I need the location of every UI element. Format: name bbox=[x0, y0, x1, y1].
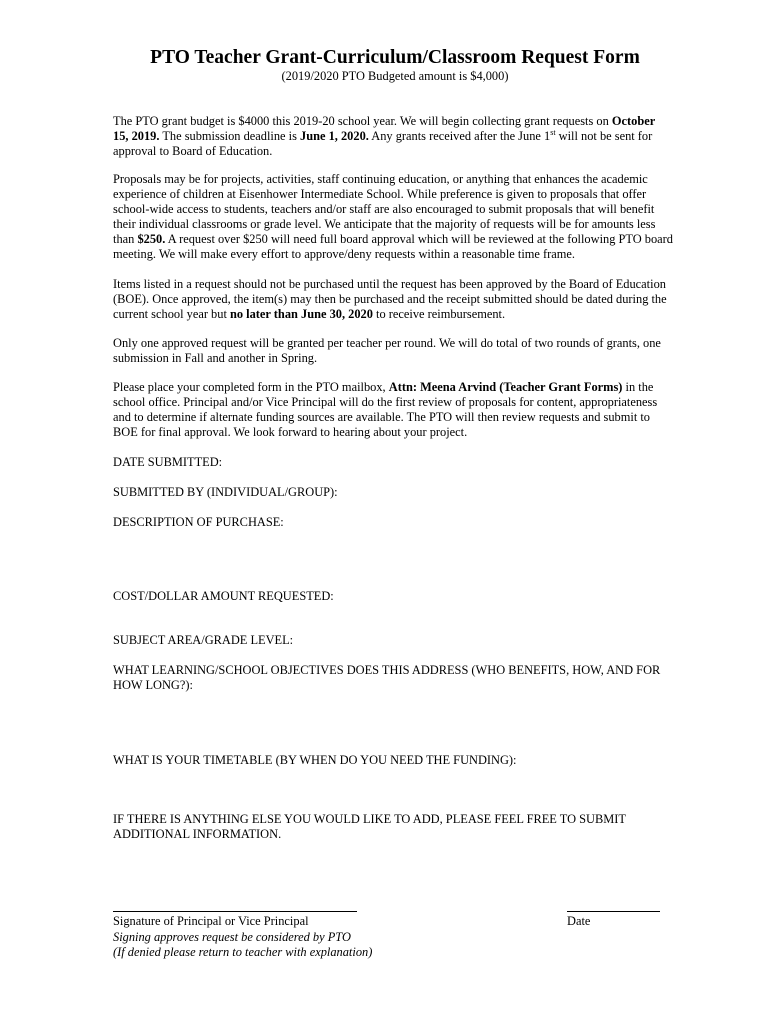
purchase-text-end: to receive reimbursement. bbox=[372, 307, 506, 322]
date-label: Date bbox=[567, 914, 591, 928]
submitted-by-label: SUBMITTED BY (INDIVIDUAL/GROUP): bbox=[113, 485, 338, 499]
start-date: October 15, 2019. bbox=[113, 114, 656, 144]
purchase-text: Items listed in a request should not be purchased until the request has been approved by the Board of Education (BOE). Once approved, the item(s) may then be purchased and the receipt submitted should be dated during the current school year but bbox=[113, 277, 667, 322]
proposals-paragraph bbox=[113, 172, 673, 263]
purchase-paragraph bbox=[113, 277, 673, 322]
principal-signature-line bbox=[113, 911, 357, 912]
principal-signature-label: Signature of Principal or Vice Principal bbox=[113, 914, 309, 928]
late-text-end: will not be sent for approval to Board of Education. bbox=[113, 129, 653, 159]
date-signature-line bbox=[567, 911, 660, 912]
submission-text-end: in the school office. Principal and/or Vice Principal will do the first review of proposals for content, appropriateness and to determine if alternate funding sources are available. The PTO will then review requests and submit to BOE for final approval. We look forward to hearing about your project. bbox=[113, 380, 658, 440]
description-label: DESCRIPTION OF PURCHASE: bbox=[113, 515, 284, 529]
proposals-text: Proposals may be for projects, activities, staff continuing education, or anything that enhances the academic experience of children at Eisenhower Intermediate School. While preference is given to proposals that offer school-wide access to students, teachers and/or staff are also encouraged to submit proposals that will benefit their individual classrooms or grade level. We anticipate that the majority of requests will be for amounts less than bbox=[113, 172, 656, 247]
rounds-paragraph: Only one approved request will be granted per teacher per round. We will do total of two rounds of grants, one submission in Fall and another in Spring. bbox=[113, 336, 661, 366]
proposals-text-end: A request over $250 will need full board approval which will be reviewed at the following PTO board meeting. We will make every effort to approve/deny requests within a reasonable time frame. bbox=[113, 232, 673, 262]
cost-label: COST/DOLLAR AMOUNT REQUESTED: bbox=[113, 589, 334, 603]
denial-note: (If denied please return to teacher with explanation) bbox=[113, 945, 373, 959]
budget-paragraph bbox=[113, 114, 673, 159]
mailbox-attention: Attn: Meena Arvind (Teacher Grant Forms) bbox=[388, 380, 623, 394]
objectives-label: WHAT LEARNING/SCHOOL OBJECTIVES DOES THIS ADDRESS (WHO BENEFITS, HOW, AND FOR HOW LONG?): bbox=[113, 663, 661, 693]
submission-text: Please place your completed form in the PTO mailbox, bbox=[113, 380, 389, 394]
page-subtitle: (2019/2020 PTO Budgeted amount is $4,000) bbox=[281, 69, 509, 83]
subject-label: SUBJECT AREA/GRADE LEVEL: bbox=[113, 633, 294, 647]
approval-note: Signing approves request be considered by PTO bbox=[113, 930, 351, 944]
deadline-date: June 1, 2020. bbox=[300, 129, 369, 144]
additional-info-label: IF THERE IS ANYTHING ELSE YOU WOULD LIKE TO ADD, PLEASE FEEL FREE TO SUBMIT ADDITIONAL INFORMATION. bbox=[113, 812, 626, 842]
amount-limit: $250. bbox=[137, 232, 166, 247]
reimbursement-deadline: no later than June 30, 2020 bbox=[229, 307, 373, 322]
page-title: PTO Teacher Grant-Curriculum/Classroom Request Form bbox=[150, 47, 640, 68]
budget-text: The PTO grant budget is $4000 this 2019-20 school year. We will begin collecting grant requests on bbox=[113, 114, 612, 128]
submission-paragraph bbox=[113, 380, 673, 440]
late-text: Any grants received after the June 1 bbox=[368, 129, 551, 144]
timetable-label: WHAT IS YOUR TIMETABLE (BY WHEN DO YOU NEED THE FUNDING): bbox=[113, 753, 517, 767]
ordinal-suffix: st bbox=[550, 127, 556, 137]
deadline-text: The submission deadline is bbox=[159, 129, 301, 144]
date-submitted-label: DATE SUBMITTED: bbox=[113, 455, 223, 469]
